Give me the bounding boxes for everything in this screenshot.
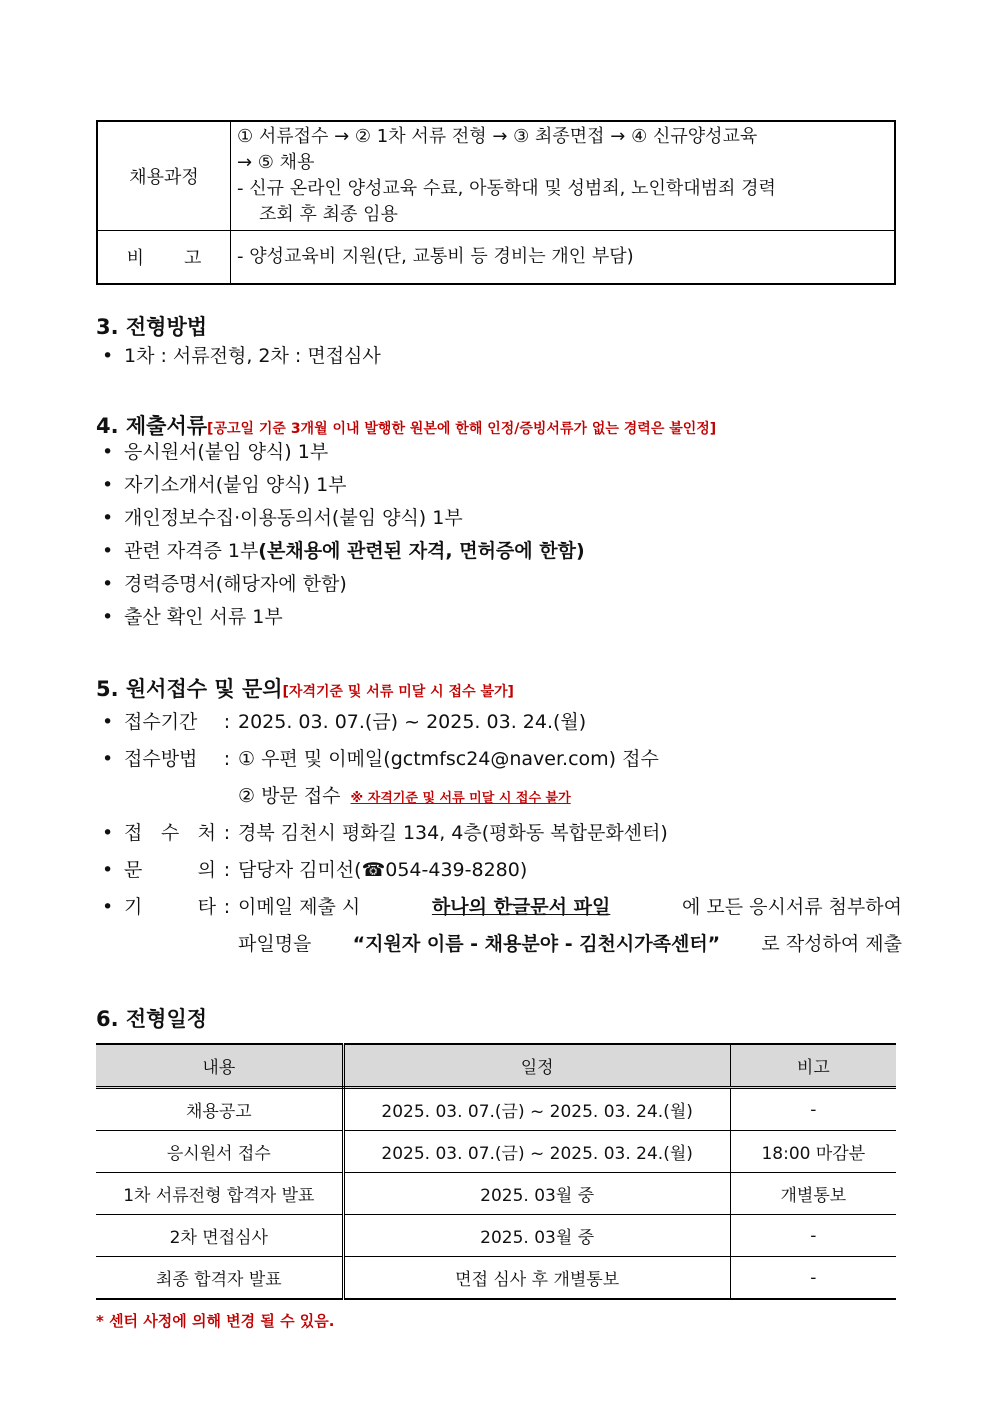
section3-title: 3. 전형방법 <box>96 315 208 339</box>
list-item: • 경력증명서(해당자에 한함) <box>102 568 585 601</box>
table-row: 최종 합격자 발표 면접 심사 후 개별통보 - <box>96 1257 896 1300</box>
column-header: 비고 <box>730 1044 896 1088</box>
info-value: 이메일 제출 시 하나의 한글문서 파일 에 모든 응시서류 첨부하여 <box>238 889 902 926</box>
list-item: • 응시원서(붙임 양식) 1부 <box>102 436 585 469</box>
process-table <box>96 120 896 285</box>
info-value: ① 우편 및 이메일(gctmfsc24@naver.com) 접수 <box>238 748 659 770</box>
info-value: 경북 김천시 평화길 134, 4층(평화동 복합문화센터) <box>238 822 668 844</box>
info-row-place: • 접 수 처 : 경북 김천시 평화길 134, 4층(평화동 복합문화센터) <box>102 815 902 852</box>
section5-title: 5. 원서접수 및 문의[자격기준 및 서류 미달 시 접수 불가] <box>96 677 514 701</box>
underlined-text: 하나의 한글문서 파일 <box>431 896 611 918</box>
process-line: → ⑤ 채용 <box>237 152 315 173</box>
remark-content: - 양성교육비 지원(단, 교통비 등 경비는 개인 부담) <box>231 231 896 285</box>
list-item: • 1차 : 서류전형, 2차 : 면접심사 <box>102 340 381 373</box>
info-row-etc-2 <box>102 926 902 963</box>
process-line: 조회 후 최종 임용 <box>259 204 398 225</box>
section4-title: 4. 제출서류[공고일 기준 3개월 이내 발행한 원본에 한해 인정/증빙서류가 없는 경력은 불인정] <box>96 414 717 438</box>
info-value: 파일명을 “지원자 이름 - 채용분야 - 김천시가족센터” 로 작성하여 제출 <box>238 926 902 963</box>
filename-format: “지원자 이름 - 채용분야 - 김천시가족센터” <box>352 933 721 955</box>
table-row: 응시원서 접수 2025. 03. 07.(금) ~ 2025. 03. 24.(월) 18:00 마감분 <box>96 1131 896 1173</box>
info-row-etc: • 기 타 : 이메일 제출 시 하나의 한글문서 파일 에 모든 응시서류 첨부하여 <box>102 889 902 926</box>
info-row-method: • 접수방법 : ① 우편 및 이메일(gctmfsc24@naver.com) 접수 <box>102 741 902 778</box>
column-header: 내용 <box>96 1044 343 1088</box>
section5-note: [자격기준 및 서류 미달 시 접수 불가] <box>282 684 514 700</box>
section6-title: 6. 전형일정 <box>96 1007 208 1031</box>
info-value: ② 방문 접수 ※ 자격기준 및 서류 미달 시 접수 불가 <box>238 785 571 807</box>
list-item: • 개인정보수집·이용동의서(붙임 양식) 1부 <box>102 502 585 535</box>
application-info <box>102 704 902 963</box>
info-key: 접수방법 <box>124 748 198 770</box>
visit-note: ※ 자격기준 및 서류 미달 시 접수 불가 <box>350 791 571 806</box>
table-row: 채용공고 2025. 03. 07.(금) ~ 2025. 03. 24.(월) - <box>96 1088 896 1131</box>
bold-note: (본채용에 관련된 자격, 면허증에 한함) <box>258 540 585 562</box>
process-row <box>97 121 895 231</box>
info-row-inquiry: • 문 의 : 담당자 김미선(☎054-439-8280) <box>102 852 902 889</box>
info-value: 2025. 03. 07.(금) ~ 2025. 03. 24.(월) <box>238 711 587 733</box>
list-item: • 관련 자격증 1부(본채용에 관련된 자격, 면허증에 한함) <box>102 535 585 568</box>
process-content <box>231 121 896 231</box>
table-row: 1차 서류전형 합격자 발표 2025. 03월 중 개별통보 <box>96 1173 896 1215</box>
table-row: 2차 면접심사 2025. 03월 중 - <box>96 1215 896 1257</box>
info-value: 담당자 김미선(☎054-439-8280) <box>238 859 528 881</box>
info-row-method-2 <box>102 778 902 815</box>
section4-note: [공고일 기준 3개월 이내 발행한 원본에 한해 인정/증빙서류가 없는 경력은 불인정] <box>207 421 717 437</box>
section3-list <box>102 340 381 373</box>
schedule-footnote: * 센터 사정에 의해 변경 될 수 있음. <box>96 1312 335 1330</box>
schedule-table <box>96 1043 896 1300</box>
list-item: • 출산 확인 서류 1부 <box>102 601 585 634</box>
list-item: • 자기소개서(붙임 양식) 1부 <box>102 469 585 502</box>
process-line: ① 서류접수 → ② 1차 서류 전형 → ③ 최종면접 → ④ 신규양성교육 <box>237 126 758 147</box>
process-label: 채용과정 <box>97 121 231 231</box>
remark-row <box>97 231 895 285</box>
table-header-row <box>96 1044 896 1088</box>
process-line: - 신규 온라인 양성교육 수료, 아동학대 및 성범죄, 노인학대범죄 경력 <box>237 178 776 199</box>
info-row-period: • 접수기간 : 2025. 03. 07.(금) ~ 2025. 03. 24.(월) <box>102 704 902 741</box>
info-key: 접수기간 <box>124 711 198 733</box>
remark-label: 비고 <box>97 231 231 285</box>
section4-list <box>102 436 585 634</box>
column-header: 일정 <box>343 1044 730 1088</box>
